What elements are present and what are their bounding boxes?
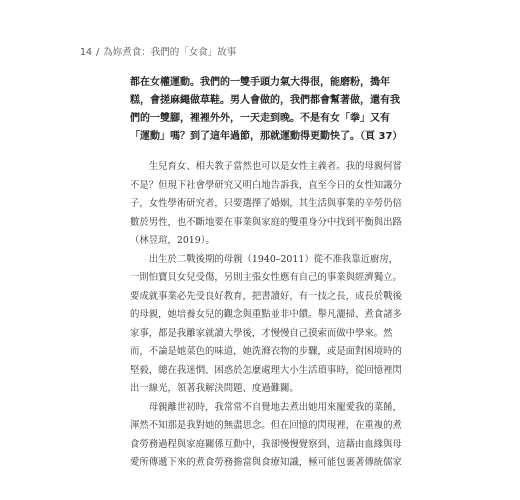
body-text [130,158,402,473]
quote-text: 都在女權運動。我們的一雙手頭力氣大得很，能磨粉，搗年糕，會搓麻繩做草鞋。男人會做的，我們都會幫著做，還有我們的一雙腳，裡裡外外，一天走到晚。不是有女「拳」又有「運動」嗎？到了這年過節，那就運動得更勤快了。（頁 37） [130,77,403,142]
book-title: 為妳煮食：我們的「女食」故事 [103,47,237,58]
paragraph-3: 母親離世初時，我常常不自覺地去煮出她用來寵愛我的菜餚，渾然不知那是我對她的無盡思念。但在回憶的閃現裡，在重複的煮食勞務過程與家庭關係互動中，我卻慢慢覺察到，這藉由血緣與母愛所傳遞下來的煮食勞務擔當與食療知識，極可能包裹著傳統儒家 [130,401,402,468]
running-header [80,44,236,58]
paragraph-2: 出生於二戰後期的母親（1940–2011）從不准我靠近廚房，一則怕寶貝女兒受傷，另則主張女性應有自己的事業與經濟獨立。要成就事業必先受良好教育，把書讀好，有一技之長，成長於戰後的母親，她培養女兒的觀念與重點並非中饋。舉凡灑掃、煮食諸多家事，都是我離家就讀大學後，才慢慢自己摸索而做中學來。然而，不論是她菜色的味道，她洗滌衣物的步驟，或是面對困境時的堅毅，總在我迷惘、困惑於怎麼處理大小生活瑣事時，從回憶裡閃出一線光，領著我解決問題、度過難關。 [130,253,402,394]
paragraph-1: 生兒育女、相夫教子當然也可以是女性主義者。我的母親何嘗不是？但現下社會學研究又明白地告訴我，直至今日的女性知識分子，女性學術研究者，只要選擇了婚姻，其生活與事業的辛勞仍倍數於男性，也不斷地要在事業與家庭的雙重身分中找到平衡與出路（林昱瑄，2019）。 [130,161,402,246]
block-quote [130,74,403,146]
page-number: 14 [80,47,93,58]
header-separator: / [96,47,100,58]
